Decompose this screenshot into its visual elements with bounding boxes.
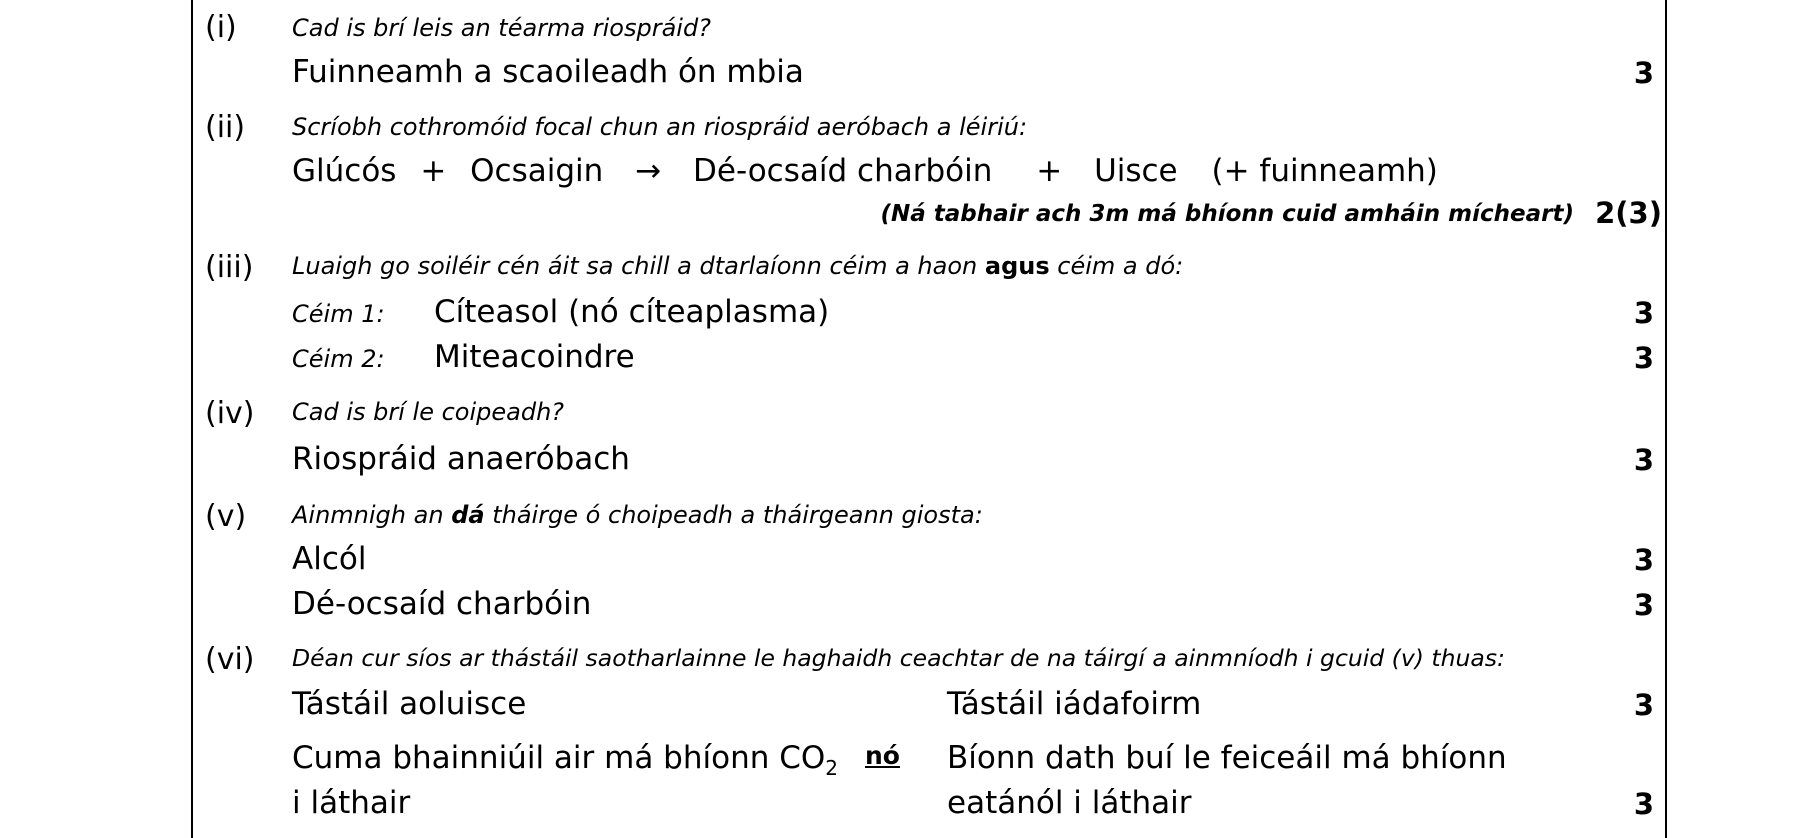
stage-2-mark: 3 bbox=[1633, 341, 1654, 375]
part-v-number: (v) bbox=[205, 499, 247, 534]
part-ii-question: Scríobh cothromóid focal chun an riospráid aeróbach a léiriú: bbox=[292, 113, 1028, 141]
part-v-answer-1: Alcól bbox=[292, 541, 367, 577]
part-i-number: (i) bbox=[205, 10, 237, 45]
iodoform-test: Tástáil iádafoirm bbox=[947, 686, 1202, 722]
limewater-result: Cuma bhainniúil air má bhíonn $CO_2$ bbox=[292, 740, 839, 781]
stage-2-label: Céim 2: bbox=[292, 345, 385, 373]
part-v-question: Ainmnigh an dá tháirge ó choipeadh a tháirgeann giosta: bbox=[292, 501, 983, 529]
stage-1-label: Céim 1: bbox=[292, 300, 385, 328]
equation-term-energy: (+ fuinneamh) bbox=[1211, 153, 1438, 189]
or-label: nó bbox=[865, 741, 900, 770]
part-iii-number: (iii) bbox=[205, 250, 254, 285]
part-ii-note: (Ná tabhair ach 3m má bhíonn cuid amháin mícheart) bbox=[880, 201, 1574, 227]
equation-term-co2: Dé-ocsaíd charbóin bbox=[693, 153, 993, 189]
stage-1-answer: Cíteasol (nó cíteaplasma) bbox=[434, 294, 830, 330]
equation-term-water: Uisce bbox=[1094, 153, 1178, 189]
part-ii-mark: 2(3) bbox=[1595, 196, 1662, 230]
equation-term-glucose: Glúcós bbox=[292, 153, 397, 189]
stage-2-answer: Miteacoindre bbox=[434, 339, 635, 375]
equation-arrow: → bbox=[635, 153, 662, 189]
part-iii-question: Luaigh go soiléir cén áit sa chill a dtarlaíonn céim a haon agus céim a dó: bbox=[292, 252, 1184, 280]
part-iv-question: Cad is brí le coipeadh? bbox=[292, 398, 565, 426]
limewater-result-line-2: i láthair bbox=[292, 785, 411, 821]
part-v-answer-2: Dé-ocsaíd charbóin bbox=[292, 586, 592, 622]
equation-term-oxygen: Ocsaigin bbox=[470, 153, 604, 189]
part-ii-number: (ii) bbox=[205, 110, 246, 145]
iodoform-result: Bíonn dath buí le feiceáil má bhíonn bbox=[947, 740, 1507, 776]
part-vi-test-mark: 3 bbox=[1633, 688, 1654, 722]
part-iv-mark: 3 bbox=[1633, 443, 1654, 477]
part-vi-result-mark: 3 bbox=[1633, 787, 1654, 821]
part-ii-equation bbox=[292, 153, 1438, 189]
equation-plus: + bbox=[1036, 153, 1063, 189]
part-iv-answer: Riospráid anaeróbach bbox=[292, 441, 630, 477]
equation-plus: + bbox=[420, 153, 447, 189]
part-vi-question: Déan cur síos ar thástáil saotharlainne le haghaidh ceachtar de na táirgí a ainmníodh i gcuid (v) thuas: bbox=[292, 644, 1505, 672]
iodoform-result-line-2: eatánól i láthair bbox=[947, 785, 1192, 821]
part-vi-number: (vi) bbox=[205, 642, 255, 677]
part-v-mark-2: 3 bbox=[1633, 588, 1654, 622]
stage-1-mark: 3 bbox=[1633, 296, 1654, 330]
part-i-question: Cad is brí leis an téarma riospráid? bbox=[292, 14, 711, 42]
part-i-answer: Fuinneamh a scaoileadh ón mbia bbox=[292, 54, 804, 90]
part-v-mark-1: 3 bbox=[1633, 543, 1654, 577]
part-i-mark: 3 bbox=[1633, 56, 1654, 90]
limewater-test: Tástáil aoluisce bbox=[292, 686, 527, 722]
part-iv-number: (iv) bbox=[205, 396, 255, 431]
